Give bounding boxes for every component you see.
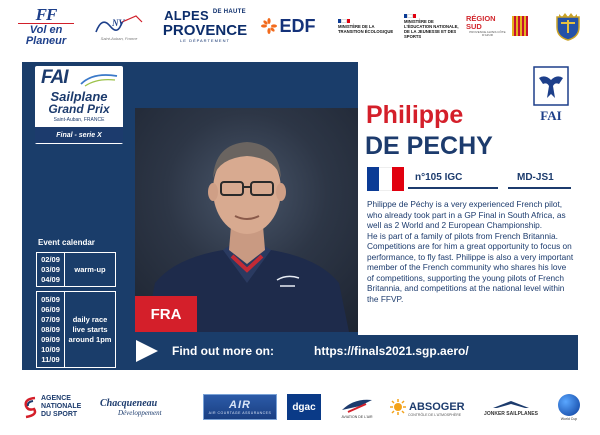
sgp-line1: Sailplane xyxy=(50,89,108,104)
calendar-date: 08/09 xyxy=(41,324,60,334)
sgp-line2: Grand Prix xyxy=(48,102,110,116)
jonker-logo-text: JONKER SAILPLANES xyxy=(484,410,538,417)
calendar-date: 10/09 xyxy=(41,344,60,354)
ahp-line1: ALPES xyxy=(164,8,209,23)
pilot-first-name: Philippe xyxy=(366,101,464,129)
nv-logo-icon xyxy=(92,12,146,36)
nv-logo xyxy=(90,6,148,46)
igc-number: n°105 IGC xyxy=(415,172,463,183)
aviation-club-logo xyxy=(334,392,380,422)
igc-underline xyxy=(408,187,498,189)
agence-nationale-du-sport-logo xyxy=(22,392,98,422)
calendar-dates xyxy=(37,253,65,286)
calendar-date: 05/09 xyxy=(41,294,60,304)
top-sponsor-bar xyxy=(0,0,600,52)
sgp-fai-text: FAI xyxy=(41,67,68,88)
region-sud-line2: SUD xyxy=(466,22,482,31)
jonker-wing-icon xyxy=(492,398,530,410)
ahp-line3: LE DÉPARTEMENT xyxy=(180,38,230,43)
absoger-logo-text: ABSOGER xyxy=(409,401,465,413)
french-flag-icon xyxy=(367,167,404,191)
calendar-date: 07/09 xyxy=(41,314,60,324)
sailplane-grand-prix-logo xyxy=(35,66,123,144)
fai-logo xyxy=(530,66,572,126)
fai-eagle-icon xyxy=(533,66,569,106)
chacqueneau-line1: Chacqueneau xyxy=(100,397,158,409)
edf-flower-icon xyxy=(261,18,277,34)
jonker-sailplanes-logo xyxy=(480,392,542,422)
sgp-final-badge: Final - serie X xyxy=(35,127,123,143)
find-out-more-label: Find out more on: xyxy=(172,344,274,358)
glider-registration: MD-JS1 xyxy=(517,172,554,183)
nv-logo-subtitle: Saint-Auban, France xyxy=(100,35,138,41)
pilot-last-name: DE PECHY xyxy=(365,132,493,160)
crest-icon xyxy=(553,11,583,41)
nv-logo-mark: NV xyxy=(112,17,125,28)
french-flag-icon xyxy=(404,14,416,18)
sgp-glider-swoosh-icon xyxy=(79,70,119,88)
aviation-wing-icon xyxy=(340,396,374,414)
ans-swoosh-icon xyxy=(22,395,38,419)
calendar-date: 06/09 xyxy=(41,304,60,314)
ministry-transition-logo xyxy=(338,8,394,46)
bottom-sponsor-bar xyxy=(0,380,600,435)
calendar-date: 09/09 xyxy=(41,334,60,344)
calendar-date: 03/09 xyxy=(41,264,60,274)
calendar-date: 11/09 xyxy=(41,354,60,364)
chacqueneau-line2: Développement xyxy=(118,408,162,417)
town-crest-logo xyxy=(551,10,585,42)
event-calendar-title: Event calendar xyxy=(38,238,95,247)
calendar-dates xyxy=(37,292,65,367)
region-sud-line1: RÉGION xyxy=(466,14,496,24)
region-blazon-icon xyxy=(512,16,528,36)
air-courtage-logo xyxy=(203,394,277,420)
alpes-haute-provence-logo xyxy=(163,10,247,42)
ahp-line2: PROVENCE xyxy=(162,22,248,39)
sgp-location: Saint-Auban, FRANCE xyxy=(53,117,105,123)
calendar-date: 04/09 xyxy=(41,274,60,284)
edf-logo xyxy=(258,14,318,38)
arrow-right-icon xyxy=(136,340,158,362)
country-tag: FRA xyxy=(135,296,197,332)
ministry-education-text: MINISTÈRE DE L'ÉDUCATION NATIONALE, DE LA JEUNESSE ET DES SPORTS xyxy=(404,19,459,39)
absoger-sun-icon xyxy=(390,399,406,415)
finals-website-link[interactable]: https://finals2021.sgp.aero/ xyxy=(314,344,469,358)
globe-icon xyxy=(558,394,580,416)
ffvp-logo-text: Vol en Planeur xyxy=(18,23,74,47)
absoger-logo-subtext: CONTRÔLE DE L'ATMOSPHÈRE xyxy=(408,413,462,417)
air-logo-subtext: AIR COURTAGE ASSURANCES xyxy=(208,411,272,415)
calendar-date: 02/09 xyxy=(41,254,60,264)
pilot-bio-paragraph: Philippe de Péchy is a very experienced French pilot, who already took part in a GP Final in South Africa, as well as 2 World and 2 European Championship. xyxy=(367,199,566,230)
edf-logo-text: EDF xyxy=(279,16,316,36)
registration-underline xyxy=(508,187,571,189)
calendar-label: warm-up xyxy=(74,264,106,274)
world-cup-logo xyxy=(551,392,587,422)
calendar-label: daily race live starts around 1pm xyxy=(68,314,112,344)
french-flag-icon xyxy=(338,19,350,23)
pilot-bio xyxy=(367,199,574,304)
pilot-bio-paragraph: He is part of a family of pilots from French Britannia. Competitions are for him a great opportunity to focus on performance, to fly fast. Philippe is also a very important member of the French community who shares his love of competitions, supporting the young pilots of French Britannia, and competitions at the national level within the FFVP. xyxy=(367,230,574,304)
ministry-transition-text: MINISTÈRE DE LA TRANSITION ÉCOLOGIQUE xyxy=(338,24,394,34)
calendar-warmup-block xyxy=(36,252,116,287)
ans-line2: NATIONALE xyxy=(41,403,82,410)
absoger-logo xyxy=(390,392,472,422)
aviation-club-text: AVIATION DE L'AIR xyxy=(341,414,373,419)
fai-logo-text: FAI xyxy=(540,108,562,123)
world-cup-text: World Cup xyxy=(560,416,578,421)
air-logo-text: AIR xyxy=(229,399,251,411)
calendar-race-block xyxy=(36,291,116,368)
ffvp-logo xyxy=(18,6,74,46)
region-sud-logo xyxy=(466,10,528,42)
ffvp-logo-mark: FF xyxy=(35,4,57,24)
chacqueneau-logo xyxy=(100,392,196,422)
region-sud-sub: PROVENCE ALPES CÔTE D'AZUR xyxy=(469,29,506,37)
dgac-logo: dgac xyxy=(287,394,321,420)
ans-line1: AGENCE xyxy=(41,395,71,402)
ans-line3: DU SPORT xyxy=(41,411,78,418)
ministry-education-logo xyxy=(404,8,460,46)
ahp-line1-small: DE HAUTE xyxy=(212,9,246,15)
